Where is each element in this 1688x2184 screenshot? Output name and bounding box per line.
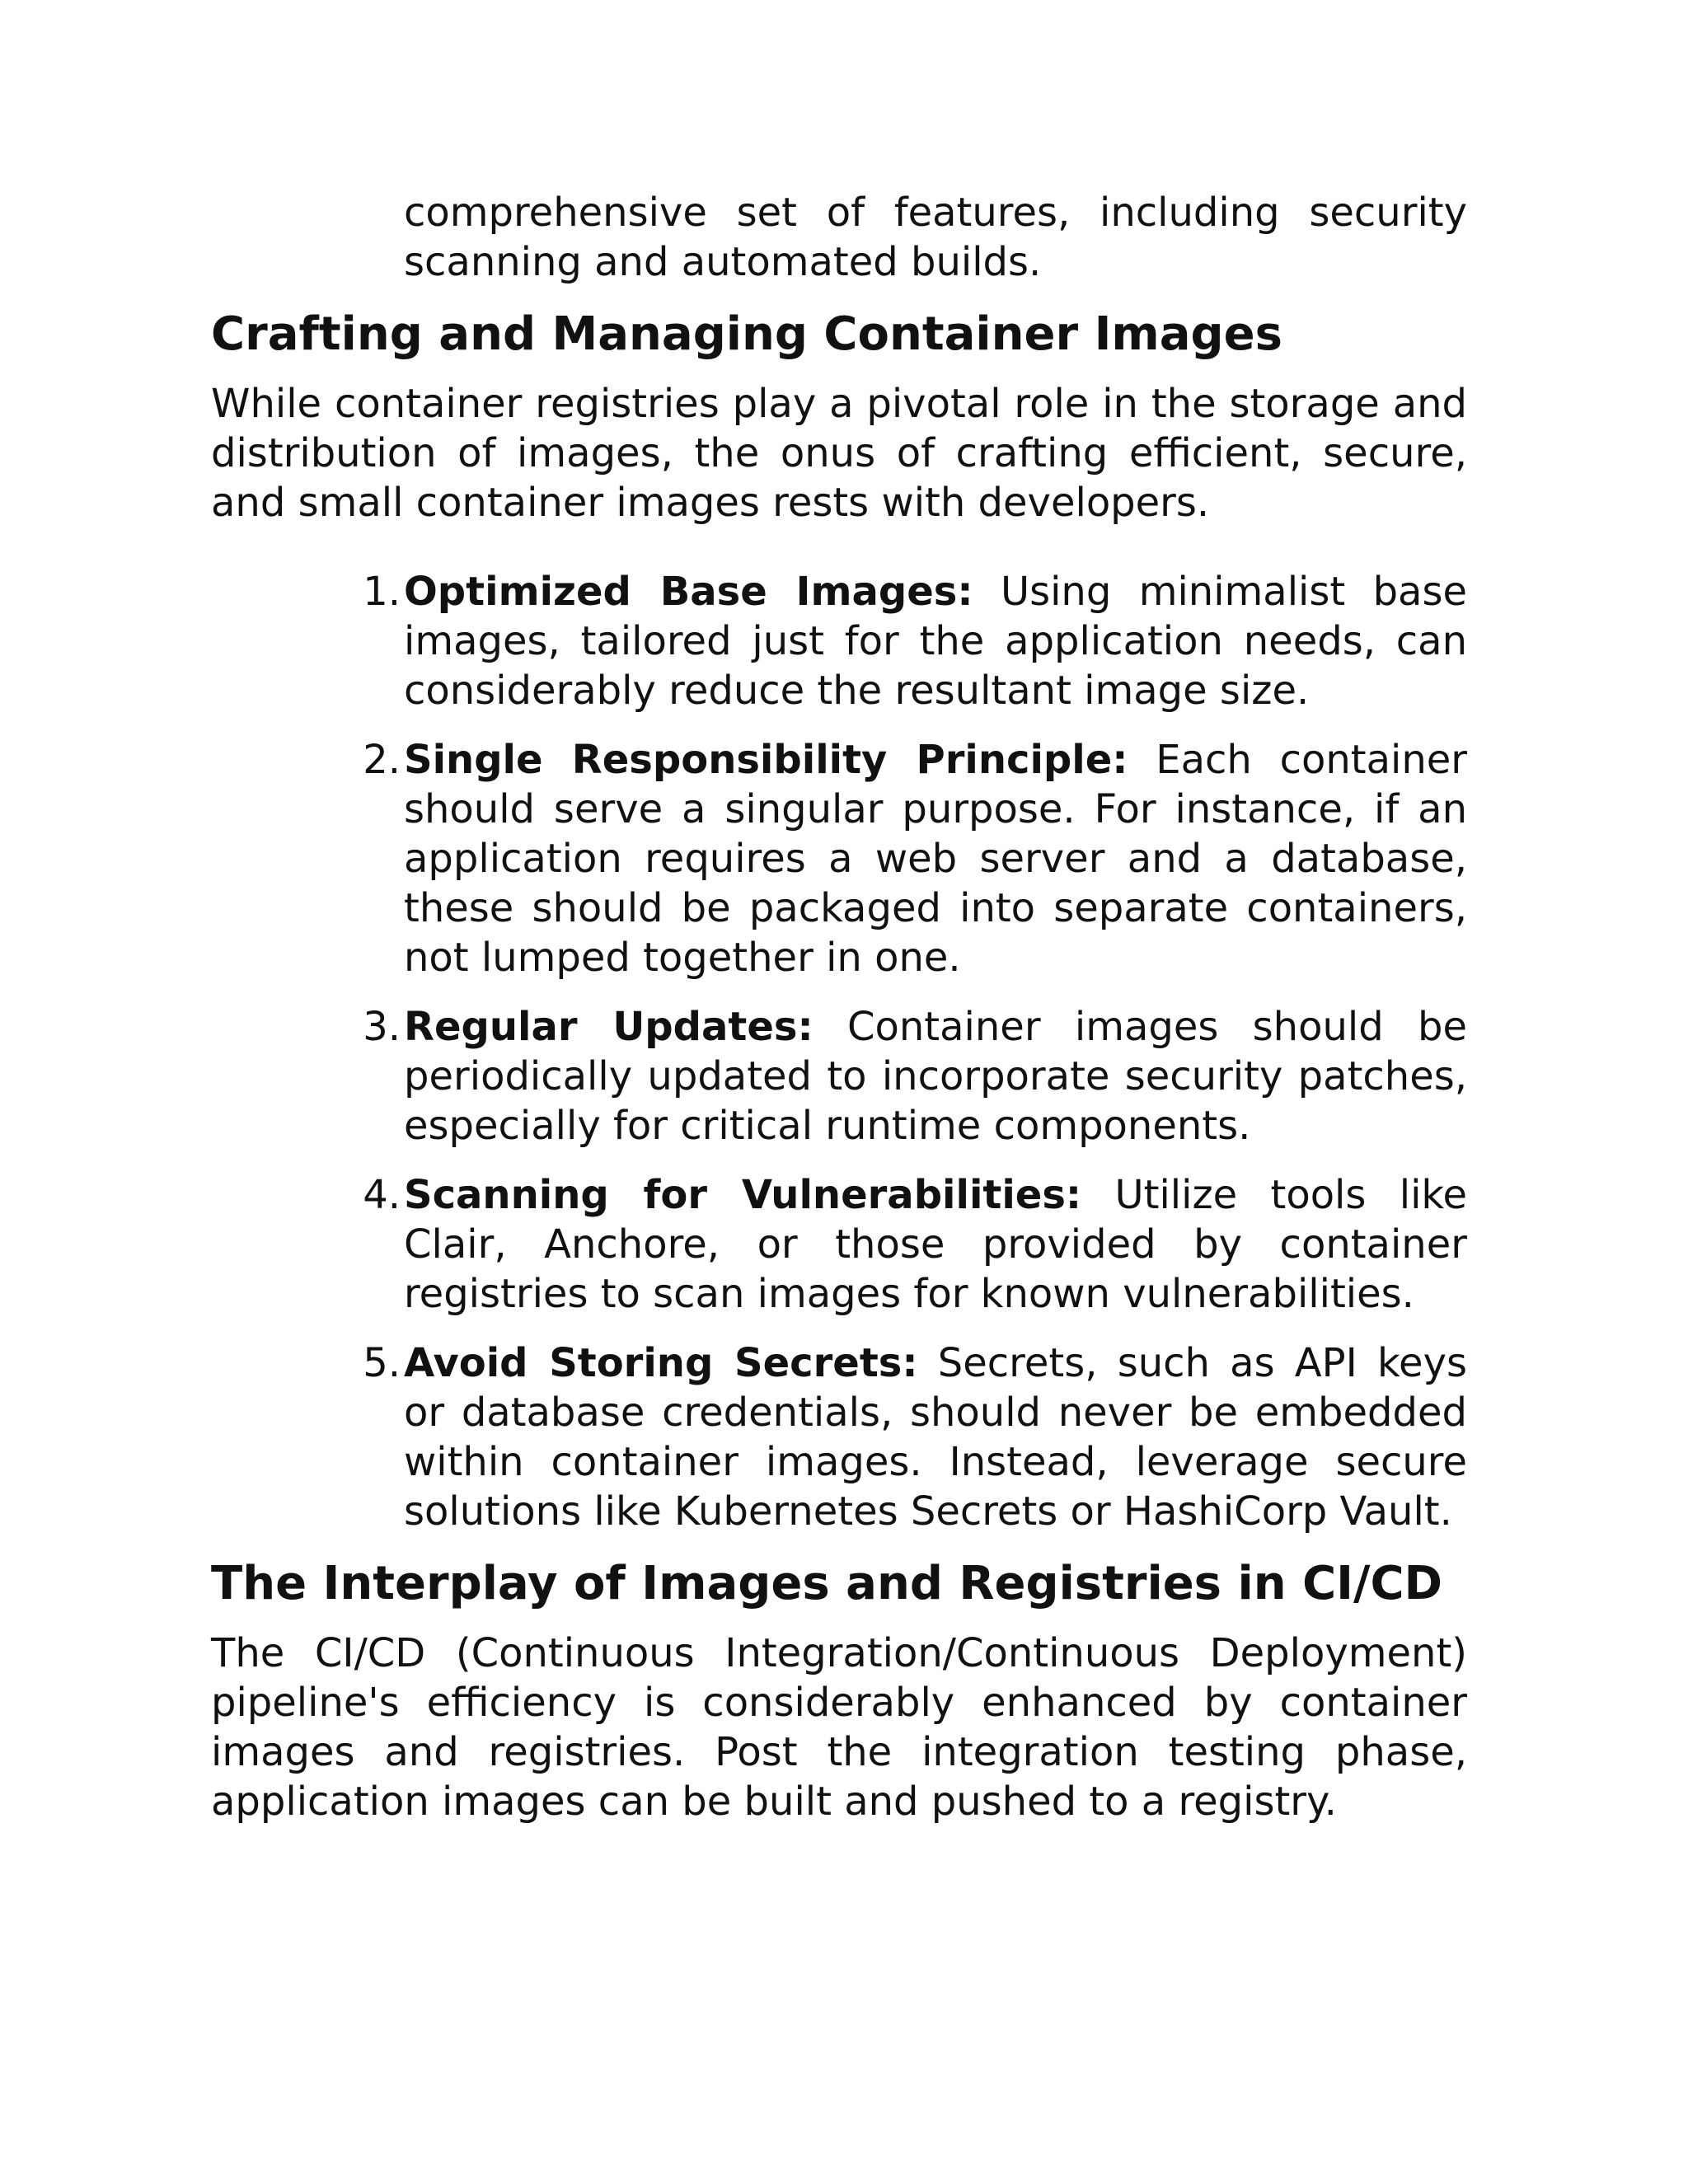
list-item-number: 2. [363,737,401,783]
list-item-text: Each container should serve a singular purpose. For instance, if an application requires a web server and a database, these should be packaged into separate containers, not lumped together in one. [404,737,1468,981]
list-item [363,1170,1468,1319]
list-item-text: Utilize tools like Clair, Anchore, or those provided by container registries to scan images for known vulnerabilities. [404,1172,1468,1317]
list-item-text: Using minimalist base images, tailored just for the application needs, can considerably reduce the resultant image size. [404,569,1467,714]
list-item-term: Avoid Storing Secrets: [404,1340,918,1386]
list-item-number: 5. [363,1340,401,1386]
list-item-number: 1. [363,569,401,615]
list-item-term: Scanning for Vulnerabilities: [404,1172,1082,1218]
list-item [363,567,1467,715]
section-paragraph-crafting: While container registries play a pivotal role in the storage and distribution of images, the onus of crafting efficient, secure, and small container images rests with developers. [211,381,1467,526]
list-item [363,735,1468,982]
list-item-term: Optimized Base Images: [404,569,973,615]
best-practices-list [211,567,1467,1536]
list-item-term: Single Responsibility Principle: [404,737,1128,783]
list-item-term: Regular Updates: [404,1004,814,1050]
list-item-number: 4. [363,1172,401,1218]
list-item-text: Container images should be periodically updated to incorporate security patches, especially for critical runtime components. [404,1004,1467,1149]
list-item [363,1338,1467,1536]
continued-paragraph: comprehensive set of features, including security scanning and automated builds. [404,190,1467,285]
list-item-text: Secrets, such as API keys or database credentials, should never be embedded within container images. Instead, leverage secure solutions like Kubernetes Secrets or HashiCorp Vault. [404,1340,1467,1535]
page-content [211,188,1467,1826]
section-paragraph-cicd: The CI/CD (Continuous Integration/Continuous Deployment) pipeline's efficiency is considerably enhanced by container images and registries. Post the integration testing phase, application images can be built and pushed to a registry. [211,1630,1467,1825]
list-item-number: 3. [363,1004,401,1050]
list-item [363,1002,1467,1151]
section-heading-cicd: The Interplay of Images and Registries in CI/CD [211,1557,1443,1610]
section-heading-crafting: Crafting and Managing Container Images [211,307,1282,361]
